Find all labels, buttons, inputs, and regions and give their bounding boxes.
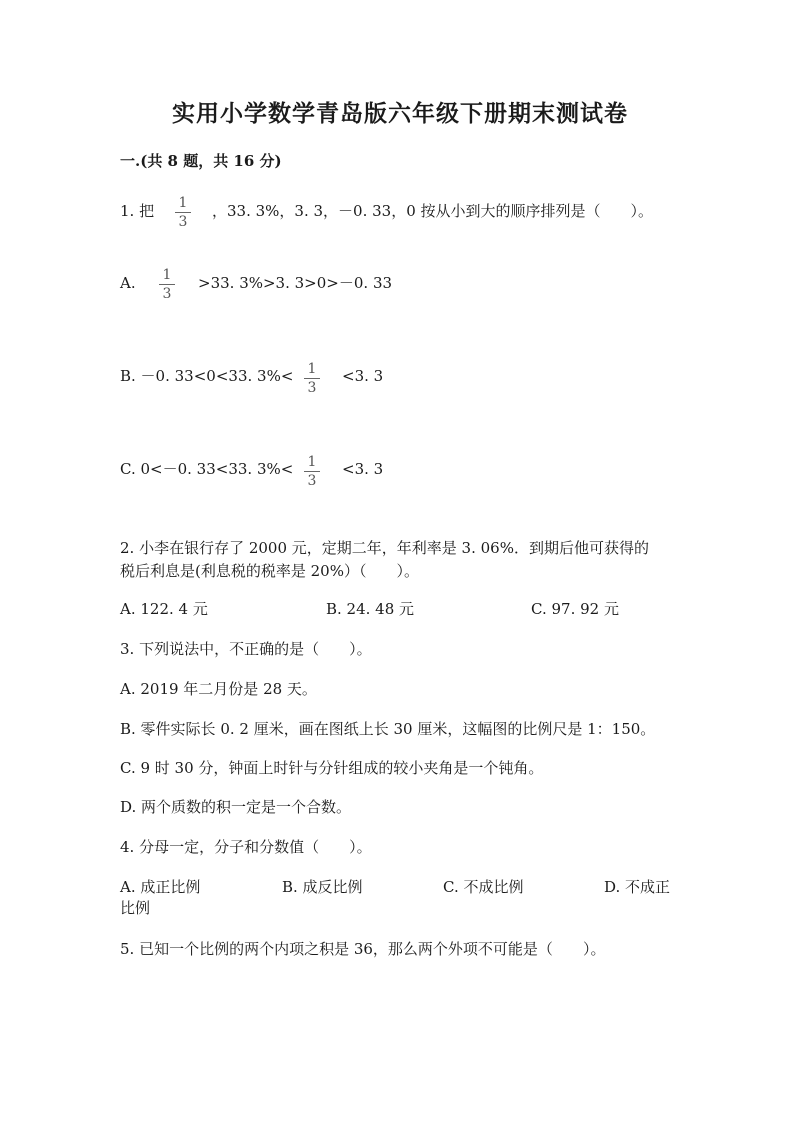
q1-option-b-tail[interactable]: <3. 3 xyxy=(342,367,384,385)
q4-option-b[interactable]: B. 成反比例 xyxy=(282,878,363,896)
fraction-numerator: 1 xyxy=(307,361,317,377)
q1-stem: ，33. 3%，3. 3，－0. 33，0 按从小到大的顺序排列是（ ）。 xyxy=(212,202,654,220)
fraction-bar xyxy=(304,471,320,472)
q2-stem-line2: 税后利息是(利息税的税率是 20%）（ ）。 xyxy=(120,562,419,580)
q3-option-b[interactable]: B. 零件实际长 0. 2 厘米，画在图纸上长 30 厘米，这幅图的比例尺是 1：150。 xyxy=(120,720,656,738)
fraction-denominator: 3 xyxy=(307,380,317,396)
fraction-denominator: 3 xyxy=(307,473,317,489)
q1-option-b-text[interactable]: B. －0. 33<0<33. 3%< xyxy=(120,367,294,385)
q2-stem-line1: 2. 小李在银行存了 2000 元，定期二年，年利率是 3. 06%．到期后他可获得的 xyxy=(120,539,649,557)
q4-option-c[interactable]: C. 不成比例 xyxy=(443,878,524,896)
q5-stem: 5. 已知一个比例的两个内项之积是 36，那么两个外项不可能是（ ）。 xyxy=(120,940,606,958)
q1-option-a-label[interactable]: A. xyxy=(120,274,136,292)
q3-stem: 3. 下列说法中，不正确的是（ ）。 xyxy=(120,640,372,658)
q1-option-c-tail[interactable]: <3. 3 xyxy=(342,460,384,478)
fraction-bar xyxy=(304,378,320,379)
q1-prefix: 1. 把 xyxy=(120,202,155,220)
q4-option-d-wrap[interactable]: 比例 xyxy=(120,899,151,917)
q3-option-a[interactable]: A. 2019 年二月份是 28 天。 xyxy=(120,680,317,698)
q4-option-a[interactable]: A. 成正比例 xyxy=(120,878,201,896)
q1-option-b-fraction xyxy=(304,361,320,396)
page-title: 实用小学数学青岛版六年级下册期末测试卷 xyxy=(172,100,628,127)
q3-option-c[interactable]: C. 9 时 30 分，钟面上时针与分针组成的较小夹角是一个钝角。 xyxy=(120,759,544,777)
q4-stem: 4. 分母一定，分子和分数值（ ）。 xyxy=(120,838,372,856)
q2-option-a[interactable]: A. 122. 4 元 xyxy=(120,600,208,618)
q1-option-a-fraction xyxy=(159,267,175,302)
q4-option-d[interactable]: D. 不成正 xyxy=(604,878,671,896)
fraction-bar xyxy=(175,212,191,213)
fraction-denominator: 3 xyxy=(162,286,172,302)
q1-option-c-text[interactable]: C. 0<－0. 33<33. 3%< xyxy=(120,460,294,478)
section-heading: 一.(共 8 题，共 16 分) xyxy=(120,152,282,170)
q1-option-a-text[interactable]: >33. 3%>3. 3>0>－0. 33 xyxy=(198,274,393,292)
q1-option-c-fraction xyxy=(304,454,320,489)
fraction-denominator: 3 xyxy=(178,214,188,230)
fraction-numerator: 1 xyxy=(162,267,172,283)
q3-option-d[interactable]: D. 两个质数的积一定是一个合数。 xyxy=(120,798,352,816)
fraction-numerator: 1 xyxy=(178,195,188,211)
q2-option-b[interactable]: B. 24. 48 元 xyxy=(326,600,415,618)
fraction-bar xyxy=(159,284,175,285)
q2-option-c[interactable]: C. 97. 92 元 xyxy=(531,600,619,618)
q1-fraction xyxy=(175,195,191,230)
fraction-numerator: 1 xyxy=(307,454,317,470)
